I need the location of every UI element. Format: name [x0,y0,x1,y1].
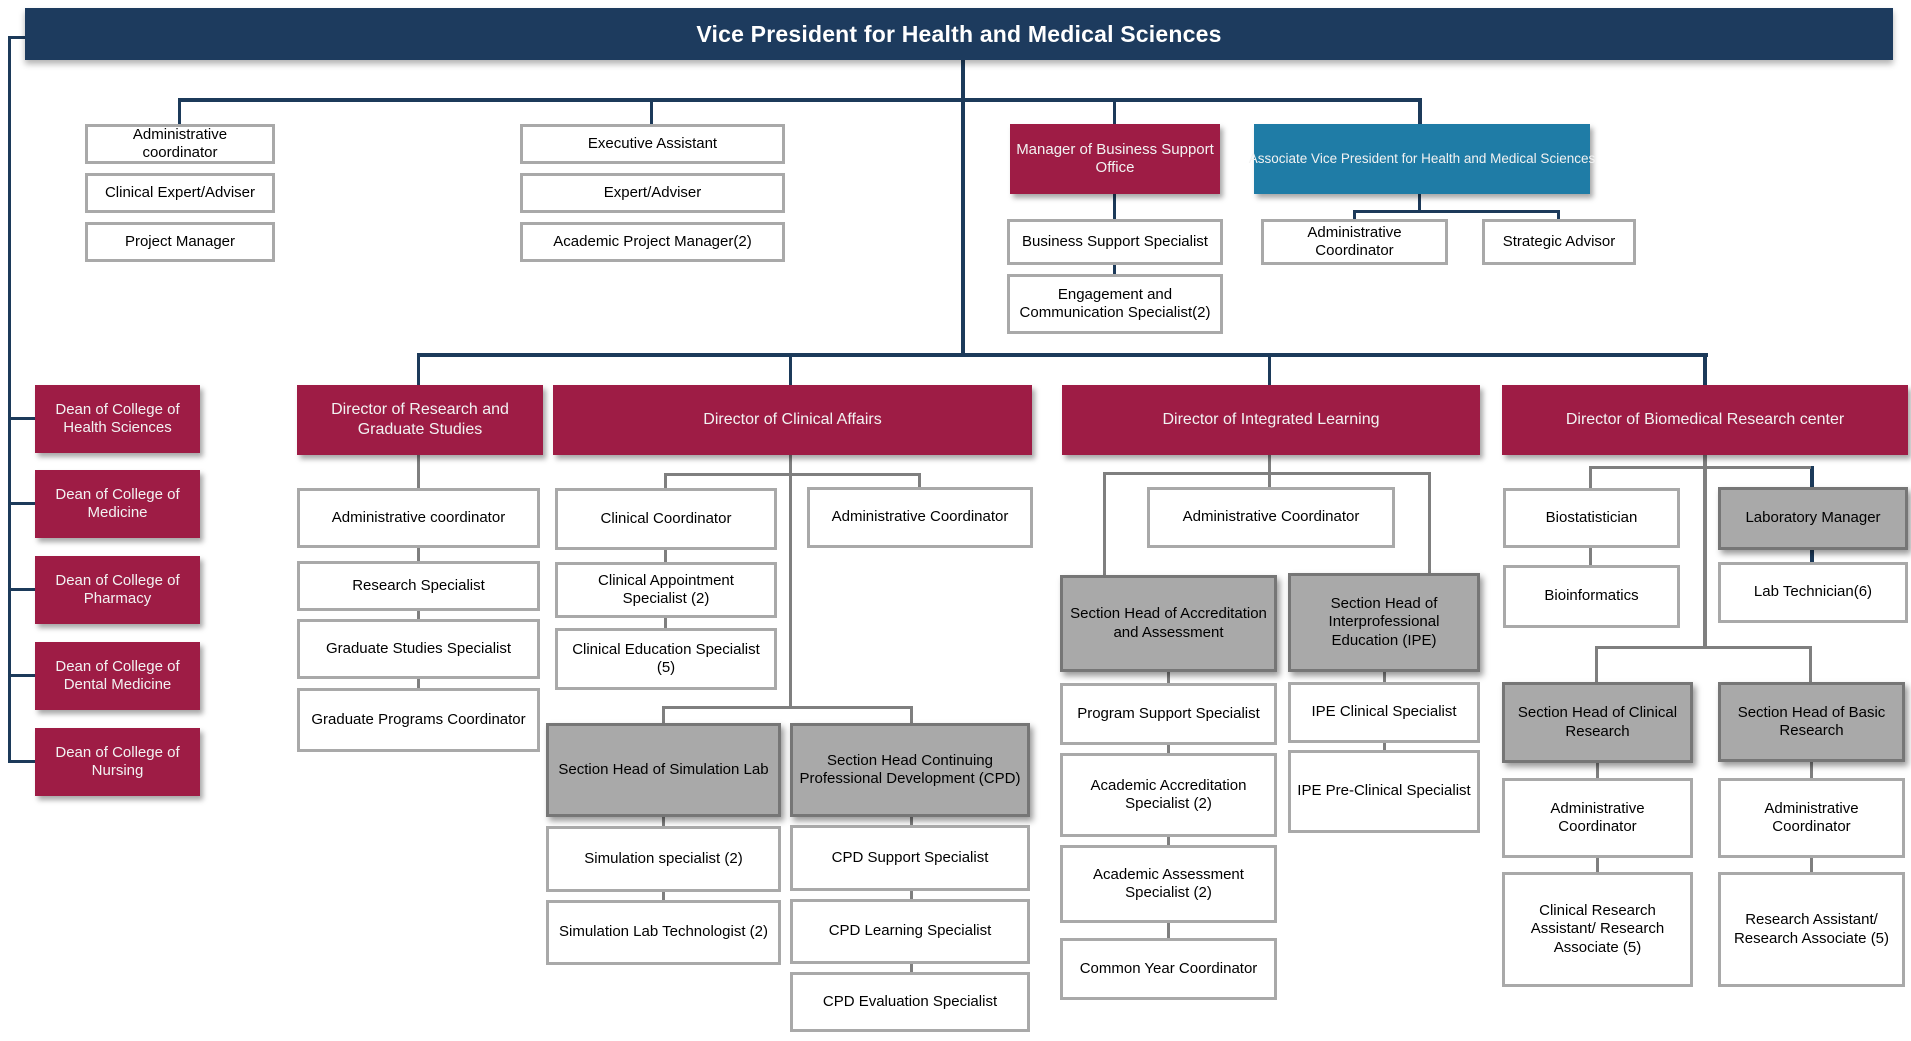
node-section-head-ipe: Section Head of Interprofessional Education (IPE) [1288,573,1480,672]
node-simulation-specialist: Simulation specialist (2) [546,826,781,892]
node-dean-dental-medicine: Dean of College of Dental Medicine [35,642,200,710]
connector-drop [417,353,420,385]
node-graduate-programs-coordinator: Graduate Programs Coordinator [297,688,540,752]
node-cpd-evaluation-specialist: CPD Evaluation Specialist [790,972,1030,1032]
connector-avp-bracket [1353,210,1560,213]
node-academic-project-manager: Academic Project Manager(2) [520,222,785,262]
node-ca-administrative-coordinator: Administrative Coordinator [807,487,1033,548]
connector-drop [1113,98,1116,124]
node-research-assistant: Research Assistant/ Research Associate (5) [1718,872,1905,987]
node-clinical-research-assistant: Clinical Research Assistant/ Research Associate (5) [1502,872,1693,987]
connector-dean-stub [8,760,35,763]
node-clinical-appointment-specialist: Clinical Appointment Specialist (2) [555,562,777,618]
node-research-specialist: Research Specialist [297,561,540,611]
connector-drop [910,706,913,723]
connector-drop [789,353,792,385]
node-academic-accreditation-specialist: Academic Accreditation Specialist (2) [1060,753,1277,837]
connector-bracket [1103,472,1431,475]
connector-drop [1268,353,1271,385]
node-executive-assistant: Executive Assistant [520,124,785,164]
node-bioinformatics: Bioinformatics [1503,565,1680,628]
connector-drop [1103,472,1106,575]
node-clinical-expert-adviser: Clinical Expert/Adviser [85,173,275,213]
node-section-head-basic-research: Section Head of Basic Research [1718,682,1905,762]
node-avp-administrative-coordinator: Administrative Coordinator [1261,219,1448,265]
connector-drop [1557,210,1560,219]
node-director-clinical-affairs: Director of Clinical Affairs [553,385,1032,455]
vp-title-bar: Vice President for Health and Medical Sciences [25,8,1893,60]
node-project-manager: Project Manager [85,222,275,262]
node-clinical-coordinator: Clinical Coordinator [555,488,777,550]
node-cr-administrative-coordinator: Administrative Coordinator [1502,778,1693,858]
connector-bracket [662,706,913,709]
connector-dean-stub [8,417,35,420]
node-business-support-specialist: Business Support Specialist [1007,219,1223,265]
node-clinical-education-specialist: Clinical Education Specialist (5) [555,628,777,690]
node-simulation-lab-technologist: Simulation Lab Technologist (2) [546,900,781,965]
node-section-head-accreditation: Section Head of Accreditation and Assessment [1060,575,1277,672]
connector-il-trunk [1268,455,1271,487]
node-director-integrated-learning: Director of Integrated Learning [1062,385,1480,455]
node-cpd-learning-specialist: CPD Learning Specialist [790,899,1030,964]
node-section-head-cpd: Section Head Continuing Professional Development (CPD) [790,723,1030,817]
connector-drop [178,98,181,124]
connector-clinical-trunk [789,455,792,706]
connector-directors-horizontal [418,353,1708,357]
connector-left-spine [8,36,11,763]
node-section-head-simulation-lab: Section Head of Simulation Lab [546,723,781,817]
connector-drop [1418,98,1422,124]
connector-bracket [664,473,921,476]
node-program-support-specialist: Program Support Specialist [1060,683,1277,745]
node-graduate-studies-specialist: Graduate Studies Specialist [297,619,540,679]
connector-biostat-column [1589,548,1592,565]
node-dean-medicine: Dean of College of Medicine [35,470,200,538]
node-section-head-clinical-research: Section Head of Clinical Research [1502,682,1693,763]
node-rg-administrative-coordinator: Administrative coordinator [297,488,540,548]
connector-drop [1353,210,1356,219]
connector-drop [1595,646,1598,682]
connector-drop [662,706,665,723]
node-administrative-coordinator: Administrative coordinator [85,124,275,164]
connector-bracket [1589,466,1811,469]
connector-drop [1703,353,1707,385]
node-director-research-graduate: Director of Research and Graduate Studies [297,385,543,455]
connector-dean-stub [8,674,35,677]
connector-drop [1809,646,1812,683]
connector-level1-horizontal [178,98,1422,102]
connector-drop [918,473,921,487]
connector-dean-stub [8,502,35,505]
node-br-administrative-coordinator: Administrative Coordinator [1718,778,1905,858]
connector-dean-stub [8,588,35,591]
connector-center-vertical [961,60,965,355]
node-strategic-advisor: Strategic Advisor [1482,219,1636,265]
node-dean-nursing: Dean of College of Nursing [35,728,200,796]
connector-avp-vertical [1418,194,1421,210]
node-biostatistician: Biostatistician [1503,488,1680,548]
node-laboratory-manager: Laboratory Manager [1718,487,1908,550]
node-lab-technician: Lab Technician(6) [1718,562,1908,623]
node-ipe-clinical-specialist: IPE Clinical Specialist [1288,682,1480,743]
node-engagement-communication-specialist: Engagement and Communication Specialist(2) [1007,274,1223,334]
node-common-year-coordinator: Common Year Coordinator [1060,938,1277,1000]
node-director-biomedical-research: Director of Biomedical Research center [1502,385,1908,455]
connector-bracket [1595,646,1812,649]
node-ipe-preclinical-specialist: IPE Pre-Clinical Specialist [1288,750,1480,833]
node-associate-vp: Associate Vice President for Health and Medical Sciences [1254,124,1590,194]
connector-drop [1428,472,1431,573]
node-dean-pharmacy: Dean of College of Pharmacy [35,556,200,624]
connector-biomedical-trunk [1703,455,1707,646]
connector-drop [650,98,653,124]
node-expert-adviser: Expert/Adviser [520,173,785,213]
node-manager-business-support: Manager of Business Support Office [1010,124,1220,194]
node-academic-assessment-specialist: Academic Assessment Specialist (2) [1060,845,1277,923]
node-dean-health-sciences: Dean of College of Health Sciences [35,385,200,453]
node-cpd-support-specialist: CPD Support Specialist [790,825,1030,891]
node-il-administrative-coordinator: Administrative Coordinator [1147,487,1395,548]
connector-drop [1589,466,1592,488]
connector-drop [664,473,667,488]
